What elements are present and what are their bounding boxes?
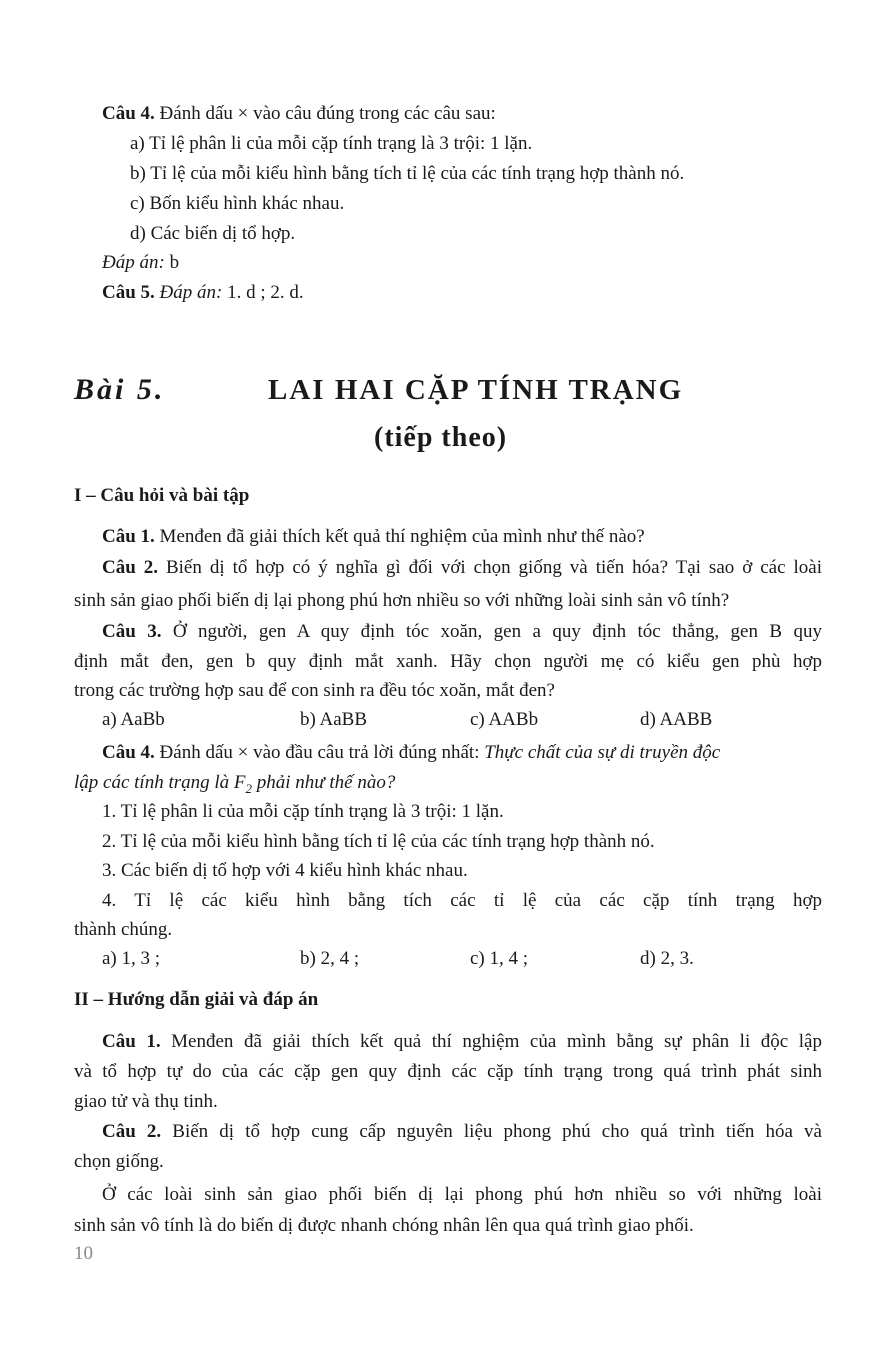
s1-q4-option-b: b) 2, 4 ; (300, 948, 360, 969)
s1-q2-line-1 (102, 556, 822, 580)
s1-q2-text-1: Biến dị tổ hợp có ý nghĩa gì đối với chọn giống và tiến hóa? Tại sao ở các loài (158, 557, 822, 578)
s1-q4-italic-1: Thực chất của sự di truyền độc (484, 742, 721, 763)
s1-q4-item-3: 3. Các biến dị tổ hợp với 4 kiểu hình khác nhau. (102, 860, 468, 881)
s1-q1-text: Menđen đã giải thích kết quả thí nghiệm của mình như thế nào? (154, 526, 645, 547)
s1-q4-label: Câu 4. (102, 742, 155, 763)
s1-q3-text-1: Ở người, gen A quy định tóc xoăn, gen a quy định tóc thẳng, gen B quy (161, 621, 822, 642)
s2-a2-text-1: Biến dị tổ hợp cung cấp nguyên liệu phong phú cho quá trình tiến hóa và (161, 1121, 822, 1142)
s2-a2b-line-1: Ở các loài sinh sản giao phối biến dị lại phong phú hơn nhiều so với những loài (102, 1184, 822, 1205)
s1-q3-line-3: trong các trường hợp sau để con sinh ra đều tóc xoăn, mắt đen? (74, 680, 555, 701)
s1-q4-italic-2b: phải như thế nào? (252, 772, 396, 793)
s1-q4-item-1: 1. Tỉ lệ phân li của mỗi cặp tính trạng là 3 trội: 1 lặn. (102, 801, 504, 822)
s2-a1-line-1 (102, 1030, 822, 1054)
s2-a2-line-2: chọn giống. (74, 1151, 164, 1172)
s1-q3-option-c: c) AABb (470, 709, 539, 730)
lesson-subtitle: (tiếp theo) (374, 422, 508, 453)
s1-q3-option-b: b) AaBB (300, 709, 368, 730)
s1-q3-line-2: định mắt đen, gen b quy định mắt xanh. Hãy chọn người mẹ có kiểu gen phù hợp (74, 651, 822, 672)
s1-q4-option-d: d) 2, 3. (640, 948, 694, 969)
s2-a2b-line-2: sinh sản vô tính là do biến dị được nhanh chóng nhân lên qua quá trình giao phối. (74, 1215, 694, 1236)
top-q5-label: Câu 5. (102, 282, 155, 303)
top-option-c: c) Bốn kiểu hình khác nhau. (130, 193, 345, 214)
s1-q4-text: Đánh dấu × vào đầu câu trả lời đúng nhất: (154, 742, 485, 763)
s1-q4-item-4-line-1: 4. Tỉ lệ các kiểu hình bằng tích các tỉ lệ của các cặp tính trạng hợp (102, 890, 822, 911)
s1-q2-line-2: sinh sản giao phối biến dị lại phong phú hơn nhiều so với những loài sinh sản vô tính? (74, 590, 730, 611)
top-q5-answer-value: 1. d ; 2. d. (222, 282, 304, 303)
s1-q4-item-2: 2. Tỉ lệ của mỗi kiểu hình bằng tích tỉ lệ của các tính trạng hợp thành nó. (102, 831, 655, 852)
s1-q1-line (102, 525, 645, 549)
section-2-heading: II – Hướng dẫn giải và đáp án (74, 989, 319, 1010)
s1-q3-option-d: d) AABB (640, 709, 713, 730)
s1-q2-label: Câu 2. (102, 557, 159, 578)
s2-a1-text-1: Menđen đã giải thích kết quả thí nghiệm của mình bằng sự phân li độc lập (160, 1031, 822, 1052)
page-number: 10 (74, 1243, 93, 1264)
s2-a1-line-2: và tổ hợp tự do của các cặp gen quy định các cặp tính trạng trong quá trình phát sinh (74, 1061, 822, 1082)
s2-a1-line-3: giao tử và thụ tinh. (74, 1091, 218, 1112)
s1-q4-line-2 (74, 771, 395, 801)
top-q4-text: Đánh dấu × vào câu đúng trong các câu sau: (154, 103, 496, 124)
s1-q3-line-1 (102, 620, 822, 644)
top-answer-value: b (164, 252, 180, 273)
top-q5-answer-label: Đáp án: (154, 282, 223, 303)
section-1-heading: I – Câu hỏi và bài tập (74, 485, 250, 506)
top-q5-line (102, 281, 304, 305)
s1-q4-option-c: c) 1, 4 ; (470, 948, 529, 969)
s1-q3-label: Câu 3. (102, 621, 162, 642)
top-q4-label: Câu 4. (102, 103, 155, 124)
s1-q4-italic-2a: lập các tính trạng là F (74, 772, 246, 793)
top-option-d: d) Các biến dị tổ hợp. (130, 223, 296, 244)
s1-q4-subscript: 2 (245, 780, 253, 796)
s1-q4-option-a: a) 1, 3 ; (102, 948, 161, 969)
s2-a2-line-1 (102, 1120, 822, 1144)
s1-q4-item-4-line-2: thành chúng. (74, 919, 173, 940)
top-answer-line (102, 251, 179, 275)
lesson-title: LAI HAI CẶP TÍNH TRẠNG (268, 374, 684, 406)
top-answer-label: Đáp án: (102, 252, 165, 273)
s1-q4-line-1 (102, 741, 720, 765)
lesson-number: Bài 5. (74, 373, 166, 406)
s2-a1-label: Câu 1. (102, 1031, 161, 1052)
s2-a2-label: Câu 2. (102, 1121, 162, 1142)
top-option-a: a) Tỉ lệ phân li của mỗi cặp tính trạng là 3 trội: 1 lặn. (130, 133, 533, 154)
top-q4-line (102, 102, 496, 126)
top-option-b: b) Tỉ lệ của mỗi kiểu hình bằng tích tỉ lệ của các tính trạng hợp thành nó. (130, 163, 685, 184)
s1-q1-label: Câu 1. (102, 526, 155, 547)
s1-q3-option-a: a) AaBb (102, 709, 165, 730)
